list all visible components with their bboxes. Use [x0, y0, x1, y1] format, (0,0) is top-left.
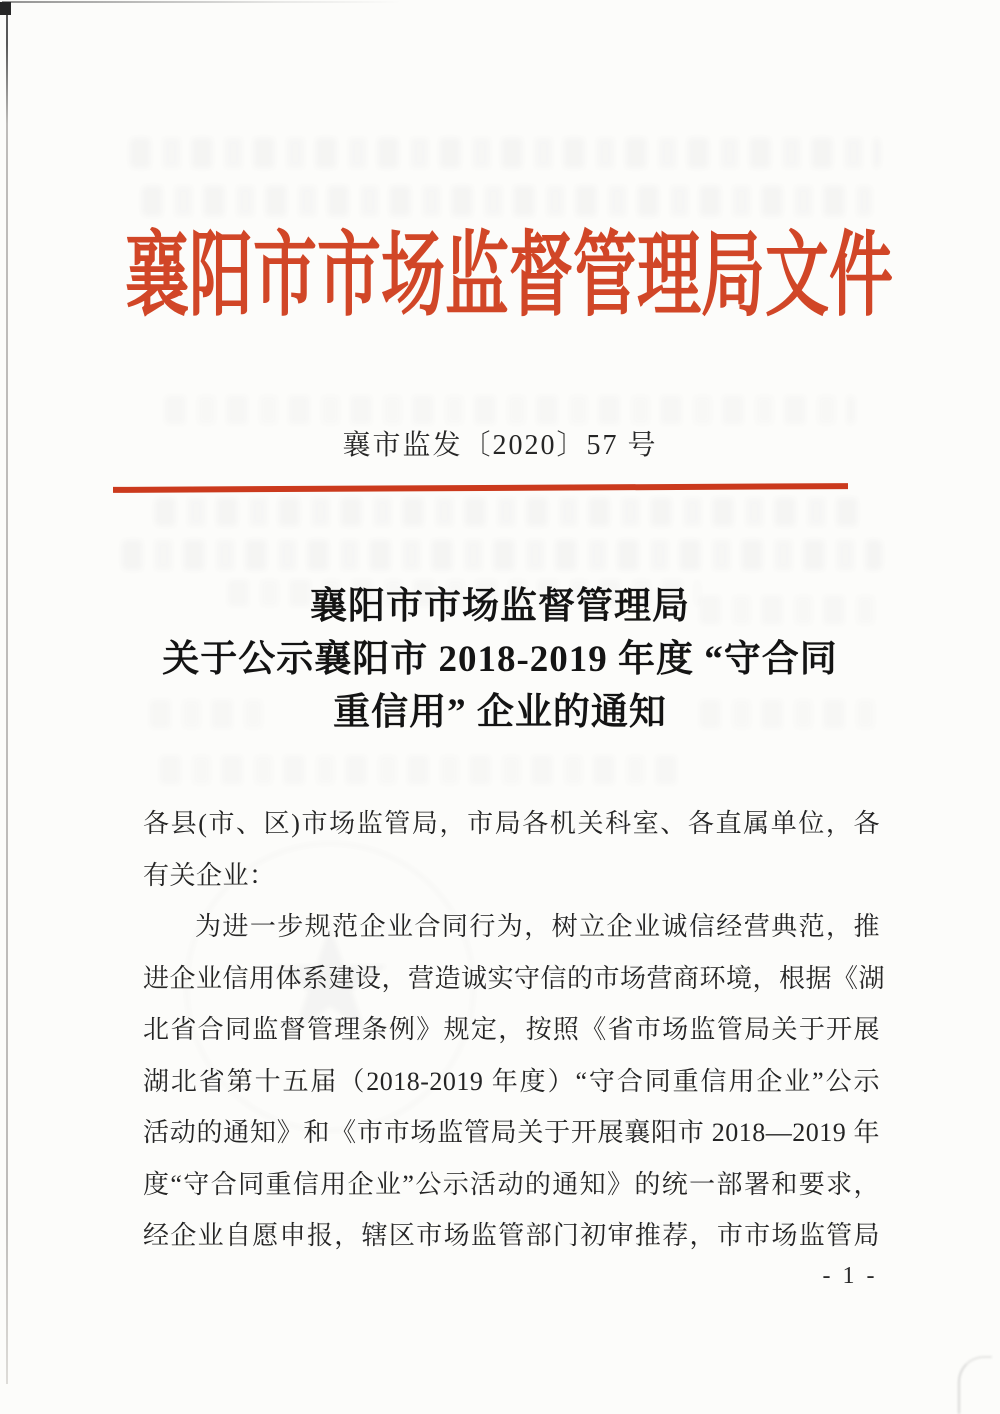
body-line: 经企业自愿申报，辖区市场监管部门初审推荐，市市场监管局 [143, 1221, 880, 1250]
agency-letterhead-title: 襄阳市市场监督管理局文件 [125, 224, 893, 328]
letterhead-red-rule [113, 483, 848, 493]
body-line: 为进一步规范企业合同行为，树立企业诚信经营典范，推 [195, 912, 880, 941]
document-body [143, 798, 886, 1262]
body-line: 各县(市、区)市场监管局，市局各机关科室、各直属单位，各 [143, 809, 880, 838]
body-line: 度“守合同重信用企业”公示活动的通知》的统一部署和要求， [143, 1169, 880, 1199]
scan-corner-curl [958, 1356, 992, 1414]
page-number: - 1 - [822, 1263, 878, 1289]
bleedthrough-text-row [142, 186, 872, 216]
body-line: 活动的通知》和《市市场监管局关于开展襄阳市 2018—2019 年 [143, 1118, 880, 1147]
seal-star-icon: ★ [262, 894, 398, 1068]
document-title-line-1: 襄阳市市场监督管理局 [310, 586, 690, 627]
bleedthrough-text-row [160, 756, 690, 784]
bleedthrough-text-row [165, 396, 855, 424]
bleedthrough-text-row [122, 540, 882, 570]
scan-edge-top-line [2, 1, 402, 3]
body-line: 北省合同监督管理条例》规定，按照《省市场监管局关于开展 [143, 1015, 880, 1044]
document-title-line-2: 关于公示襄阳市 2018-2019 年度 “守合同 [162, 639, 838, 680]
document-reference-number: 襄市监发〔2020〕57 号 [342, 430, 658, 461]
body-line: 有关企业： [143, 860, 276, 890]
document-title-line-3: 重信用” 企业的通知 [333, 692, 667, 733]
body-line: 湖北省第十五届（2018-2019 年度）“守合同重信用企业”公示 [143, 1066, 880, 1096]
bleedthrough-text-row [130, 138, 880, 168]
bleedthrough-text-row [155, 498, 867, 526]
document-title [0, 580, 1000, 739]
scan-corner-notch [0, 2, 11, 15]
body-line: 进企业信用体系建设，营造诚实守信的市场营商环境，根据《湖 [143, 963, 886, 993]
